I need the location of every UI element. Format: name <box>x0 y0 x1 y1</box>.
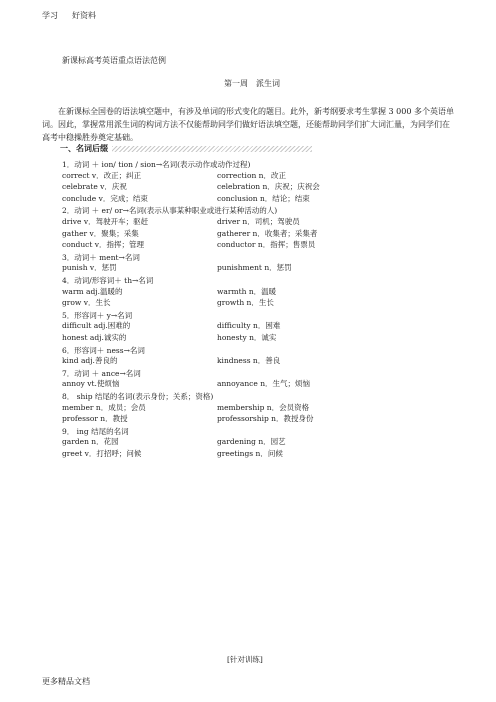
derived-word: annoyance n．生气；烦恼 <box>217 379 311 389</box>
base-word: gather v．聚集；采集 <box>62 228 139 238</box>
rule-heading: 6．形容词＋ ness→名词 <box>62 345 145 355</box>
derived-word: honesty n．诚实 <box>217 333 277 342</box>
week-subtitle <box>224 78 280 89</box>
base-word: conclude v．完成；结束 <box>62 193 148 203</box>
section-decoration-bar <box>112 146 312 152</box>
rule-heading: 3．动词＋ ment→名词 <box>62 252 140 262</box>
base-word: difficult adj.困难的 <box>62 321 131 331</box>
rule-heading: 5．形容词＋ y→名词 <box>62 310 133 320</box>
base-word: celebrate v．庆祝 <box>62 182 127 192</box>
base-word: member n．成员；会员 <box>62 402 146 412</box>
base-word: punish v．惩罚 <box>62 263 117 273</box>
rule-heading: 8． ship 结尾的名词(表示身份；关系；资格) <box>62 392 214 401</box>
derived-word: driver n．司机；驾驶员 <box>217 217 300 226</box>
page-header <box>42 10 96 21</box>
header-right: 好资料 <box>72 11 96 20</box>
derived-word: celebration n．庆祝；庆祝会 <box>217 182 320 192</box>
section-heading <box>60 143 312 154</box>
base-word: garden n．花园 <box>62 437 119 447</box>
derived-word: growth n．生长 <box>217 298 274 308</box>
base-word: greet v．打招呼；问候 <box>62 449 142 458</box>
derived-word: conclusion n．结论；结束 <box>217 193 310 203</box>
base-word: warm adj.温暖的 <box>62 286 123 296</box>
rule-heading: 7．动词 ＋ ance→名词 <box>62 368 141 378</box>
rule-heading: 4．动词/形容词＋ th→名词 <box>62 276 154 285</box>
base-word: conduct v．指挥；管理 <box>62 240 145 250</box>
derived-word: conductor n．指挥；售票员 <box>217 240 316 250</box>
document-title: 新课标高考英语重点语法范例 <box>62 56 166 65</box>
rule-heading: 2．动词 ＋ er/ or→名词(表示从事某种职业或进行某种活动的人) <box>62 206 278 216</box>
derived-word: professorship n．教授身份 <box>217 414 314 424</box>
base-word: drive v．驾驶开车；驱赶 <box>62 217 149 226</box>
rule-heading: 9． ing 结尾的名词 <box>62 426 129 436</box>
derived-word: punishment n．惩罚 <box>217 263 292 273</box>
derived-word: greetings n．问候 <box>217 449 283 458</box>
training-heading: [针对训练] <box>227 655 263 664</box>
derived-word: membership n．会员资格 <box>217 402 310 412</box>
base-word: correct v．改正；纠正 <box>62 170 142 180</box>
base-word: grow v．生长 <box>62 298 111 308</box>
rule-heading: 1．动词 ＋ ion/ tion / sion→名词(表示动作或动作过程) <box>62 160 251 169</box>
base-word: annoy vt.使烦恼 <box>62 379 120 389</box>
header-left: 学习 <box>42 11 58 20</box>
derived-word: difficulty n．困难 <box>217 321 281 331</box>
derived-word: kindness n．善良 <box>217 356 281 366</box>
intro-paragraph: 在新课标全国卷的语法填空题中，有涉及单词的形式变化的题目。此外，新考纲要求考生掌握 3 000 多个英语单词。因此，掌握常用派生词的构词方法不仅能帮助同学们做好语法填空题，还能帮助同学们扩大词汇量，为同学们在高考中稳操胜券奠定基础。 <box>42 107 454 142</box>
week-label: 第一周 <box>224 79 248 88</box>
base-word: professor n．教授 <box>62 414 128 424</box>
derived-word: gatherer n．收集者；采集者 <box>217 228 318 238</box>
base-word: honest adj.诚实的 <box>62 333 127 342</box>
section-label: 一、名词后缀 <box>60 143 108 153</box>
topic-label: 派生词 <box>256 79 280 88</box>
page-footer: 更多精品文档 <box>42 677 90 686</box>
derived-word: correction n．改正 <box>217 170 286 180</box>
derived-word: gardening n．园艺 <box>217 437 286 447</box>
derived-word: warmth n．温暖 <box>217 286 277 296</box>
base-word: kind adj.善良的 <box>62 356 118 366</box>
